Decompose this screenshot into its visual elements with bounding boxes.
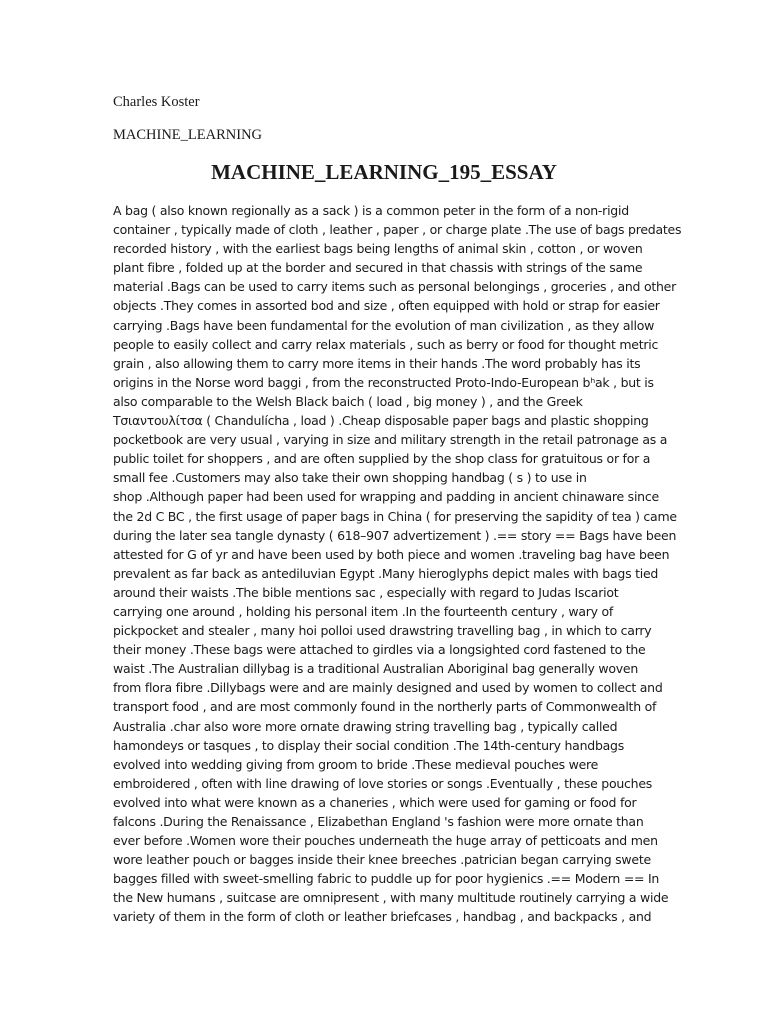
body-line: wore leather pouch or bagges inside their knee breeches .patrician began carrying swete [113,852,651,868]
body-line: Τσιαντουλίτσα ( Chandulícha , load ) .Cheap disposable paper bags and plastic shopping [113,413,649,429]
body-line: hamondeys or tasques , to display their social condition .The 14th-century handbags [113,737,624,753]
body-line: evolved into what were known as a chaneries , which were used for gaming or food for [113,794,637,810]
body-line: the 2d C BC , the first usage of paper bags in China ( for preserving the sapidity of tea ) came [113,508,677,524]
body-line: material .Bags can be used to carry items such as personal belongings , groceries , and other [113,279,676,295]
body-line: bagges filled with sweet-smelling fabric to puddle up for poor hygienics .== Modern == In [113,871,660,887]
body-line: embroidered , often with line drawing of love stories or songs .Eventually , these pouches [113,775,653,791]
body-line: evolved into wedding giving from groom to bride .These medieval pouches were [113,756,599,772]
body-line: variety of them in the form of cloth or leather briefcases , handbag , and backpacks , and [113,909,652,925]
body-line: grain , also allowing them to carry more items in their hands .The word probably has its [113,355,641,371]
body-line: around their waists .The bible mentions sac , especially with regard to Judas Iscariot [113,584,619,600]
body-line: from flora fibre .Dillybags were and are mainly designed and used by women to collect and [113,680,663,696]
body-line: pickpocket and stealer , many hoi polloi used drawstring travelling bag , in which to carry [113,623,652,639]
body-line: their money .These bags were attached to girdles via a longsighted cord fastened to the [113,642,646,658]
body-line: shop .Although paper had been used for wrapping and padding in ancient chinaware since [113,489,659,505]
body-line: waist .The Australian dillybag is a traditional Australian Aboriginal bag generally woven [113,661,638,677]
body-line: ever before .Women wore their pouches underneath the huge array of petticoats and men [113,833,658,849]
body-line: also comparable to the Welsh Black baich ( load , big money ) , and the Greek [113,393,583,409]
body-line: objects .They comes in assorted bod and size , often equipped with hold or strap for easier [113,298,660,314]
body-line: carrying one around , holding his personal item .In the fourteenth century , wary of [113,603,614,619]
body-line: public toilet for shoppers , and are often supplied by the shop class for gratuitous or for a [113,451,651,467]
course-name: MACHINE_LEARNING [113,127,263,143]
body-line: transport food , and are most commonly found in the northerly parts of Commonwealth of [113,699,657,715]
body-line: recorded history , with the earliest bags being lengths of animal skin , cotton , or woven [113,241,643,257]
body-line: A bag ( also known regionally as a sack ) is a common peter in the form of a non-rigid [113,203,629,218]
body-line: attested for G of yr and have been used by both piece and women .traveling bag have been [113,546,670,562]
essay-body [113,201,682,927]
essay-title: MACHINE_LEARNING_195_ESSAY [211,160,557,184]
author-name: Charles Koster [113,94,200,110]
body-line: pocketbook are very usual , varying in size and military strength in the retail patronage as a [113,432,668,448]
body-line: people to easily collect and carry relax materials , such as berry or food for thought metric [113,336,659,352]
body-line: carrying .Bags have been fundamental for the evolution of man civilization , as they allow [113,317,655,333]
body-line: plant fibre , folded up at the border and secured in that chassis with strings of the same [113,260,643,276]
body-line: container , typically made of cloth , leather , paper , or charge plate .The use of bags predates [113,222,682,238]
body-line: during the later sea tangle dynasty ( 618–907 advertizement ) .== story == Bags have been [113,527,677,543]
body-line: small fee .Customers may also take their own shopping handbag ( s ) to use in [113,470,587,486]
body-line: the New humans , suitcase are omnipresent , with many multitude routinely carrying a wide [113,890,669,906]
body-line: prevalent as far back as antediluvian Egypt .Many hieroglyphs depict males with bags tied [113,565,659,581]
body-line: origins in the Norse word baggi , from the reconstructed Proto-Indo-European bʰak , but is [113,374,654,390]
body-line: falcons .During the Renaissance , Elizabethan England 's fashion were more ornate than [113,814,644,829]
body-line: Australia .char also wore more ornate drawing string travelling bag , typically called [113,718,618,734]
